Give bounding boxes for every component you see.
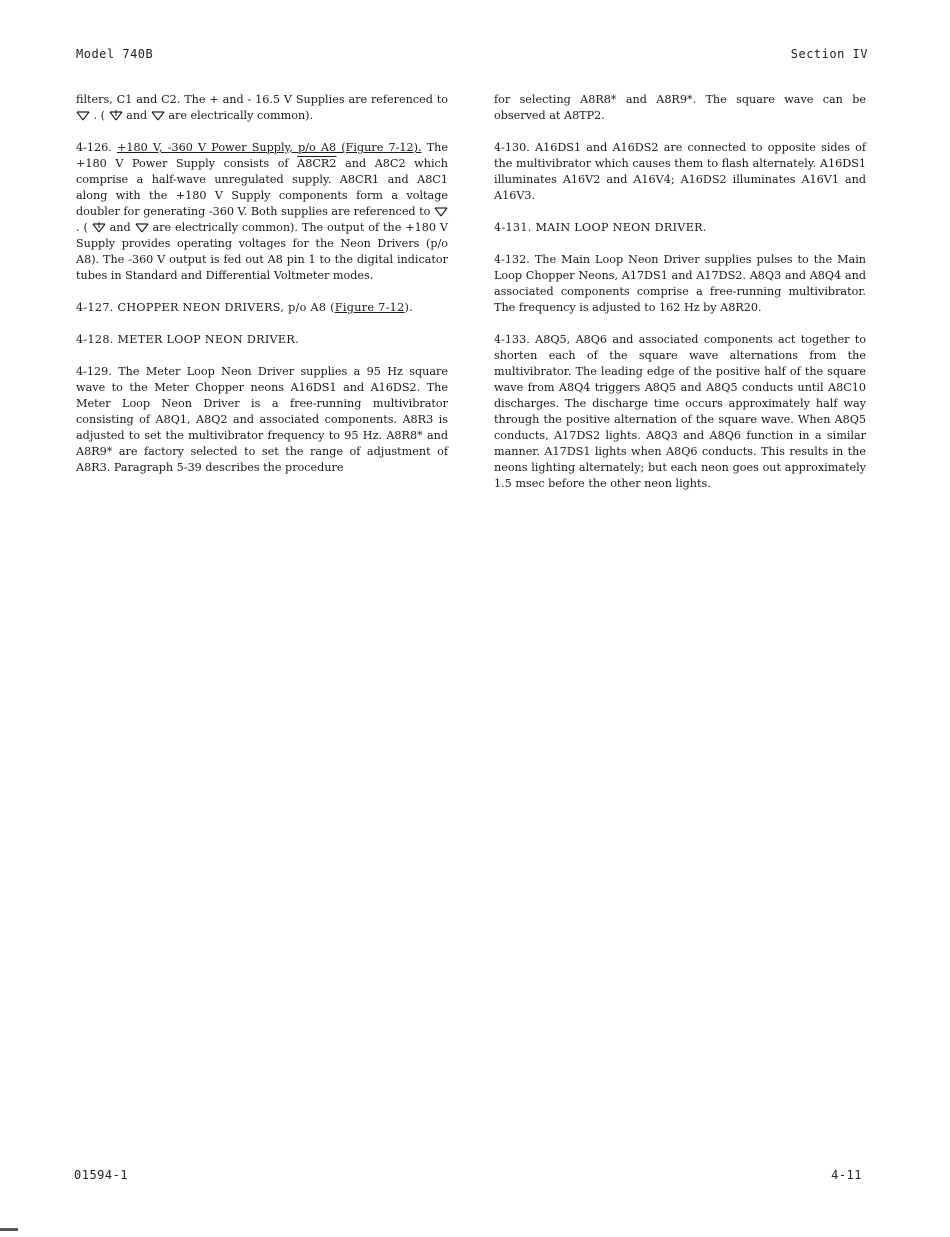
intro-text-b: . ( <box>93 109 106 122</box>
ground-icon <box>151 110 165 121</box>
scan-edge-mark <box>0 1228 18 1231</box>
figure-ref: Figure 7-12 <box>334 301 405 314</box>
paragraph-4-133 <box>494 332 866 492</box>
paragraph-number: 4-126. <box>76 141 112 154</box>
ground-icon <box>135 222 149 233</box>
paragraph-4-132 <box>494 252 866 316</box>
intro-text-d: are electrically common). <box>168 109 314 122</box>
paragraph-4-129 <box>76 364 448 476</box>
section-heading: METER LOOP NEON DRIVER. <box>117 333 299 346</box>
paragraph-4-127 <box>76 300 448 316</box>
p126-text-e: are electrically common). The output of the +180 V Supply provides operating voltages for the Neon Drivers (p/o A8). The -360 V output is fed out A8 pin 1 to the digital indicator tubes in Standard and Differential Voltmeter modes. <box>76 221 448 282</box>
paragraph-number: 4-130. <box>494 141 530 154</box>
left-column <box>76 92 448 492</box>
page-footer-pagenum: 4-11 <box>831 1168 862 1182</box>
paragraph-title: +180 V, -360 V Power Supply, p/o A8 (Figure 7-12). <box>116 141 422 154</box>
section-heading: CHOPPER NEON DRIVERS, p/o A8 ( <box>117 301 335 314</box>
page-header-section: Section IV <box>790 47 868 61</box>
component-ref: A8CR2 <box>297 157 337 170</box>
intro-text-a: filters, C1 and C2. The + and - 16.5 V Supplies are referenced to <box>76 93 448 106</box>
paragraph-continuation: for selecting A8R8* and A8R9*. The square wave can be observed at A8TP2. <box>494 93 866 122</box>
paragraph-4-128 <box>76 332 448 348</box>
right-column <box>494 92 866 508</box>
page-footer-docnum: 01594-1 <box>74 1168 129 1182</box>
section-heading: MAIN LOOP NEON DRIVER. <box>535 221 707 234</box>
p126-text-c: . ( <box>76 221 88 234</box>
paragraph-number: 4-133. <box>494 333 530 346</box>
p126-text-a: The +180 V Power Supply consists of <box>76 141 448 170</box>
chassis-ground-icon <box>109 110 123 121</box>
p126-text-b: and A8C2 which comprise a half-wave unregulated supply. A8CR1 and A8C1 along with the +180 V Supply components form a voltage doubler for generating -360 V. Both supplies are referenced to <box>76 157 448 218</box>
ground-icon <box>434 206 448 217</box>
heading-end: ). <box>404 301 414 314</box>
paragraph-number: 4-131. <box>494 221 532 234</box>
p126-text-d: and <box>109 221 131 234</box>
paragraph-number: 4-128. <box>76 333 114 346</box>
page-header-model: Model 740B <box>76 47 154 61</box>
paragraph-4-130 <box>494 140 866 204</box>
chassis-ground-icon <box>92 222 106 233</box>
paragraph-text: The Main Loop Neon Driver supplies pulses to the Main Loop Chopper Neons, A17DS1 and A17DS2. A8Q3 and A8Q4 and associated components comprise a free-running multivibrator. The frequency is adjusted to 162 Hz by A8R20. <box>494 253 866 314</box>
ground-icon <box>76 110 90 121</box>
paragraph-text: The Meter Loop Neon Driver supplies a 95 Hz square wave to the Meter Chopper neons A16DS1 and A16DS2. The Meter Loop Neon Driver is a free-running multivibrator consisting of A8Q1, A8Q2 and associated components. A8R3 is adjusted to set the multivibrator frequency to 95 Hz. A8R8* and A8R9* are factory selected to set the range of adjustment of A8R3. Paragraph 5-39 describes the procedure <box>76 365 448 474</box>
paragraph-number: 4-132. <box>494 253 530 266</box>
intro-text-c: and <box>126 109 148 122</box>
paragraph-4-131 <box>494 220 866 236</box>
paragraph-4-126 <box>76 140 448 284</box>
paragraph-intro <box>76 92 448 124</box>
paragraph-number: 4-129. <box>76 365 112 378</box>
paragraph-text: A8Q5, A8Q6 and associated components act together to shorten each of the square wave alternations from the multivibrator. The leading edge of the positive half of the square wave from A8Q4 triggers A8Q5 and A8Q5 conducts until A8C10 discharges. The discharge time occurs approximately half way through the positive alternation of the square wave. When A8Q5 conducts, A17DS2 lights. A8Q3 and A8Q6 function in a similar manner. A17DS1 lights when A8Q6 conducts. This results in the neons lighting alternately; but each neon goes out approximately 1.5 msec before the other neon lights. <box>494 333 866 490</box>
paragraph-text: A16DS1 and A16DS2 are connected to opposite sides of the multivibrator which causes them to flash alternately. A16DS1 illuminates A16V2 and A16V4; A16DS2 illuminates A16V1 and A16V3. <box>494 141 866 202</box>
paragraph-number: 4-127. <box>76 301 114 314</box>
